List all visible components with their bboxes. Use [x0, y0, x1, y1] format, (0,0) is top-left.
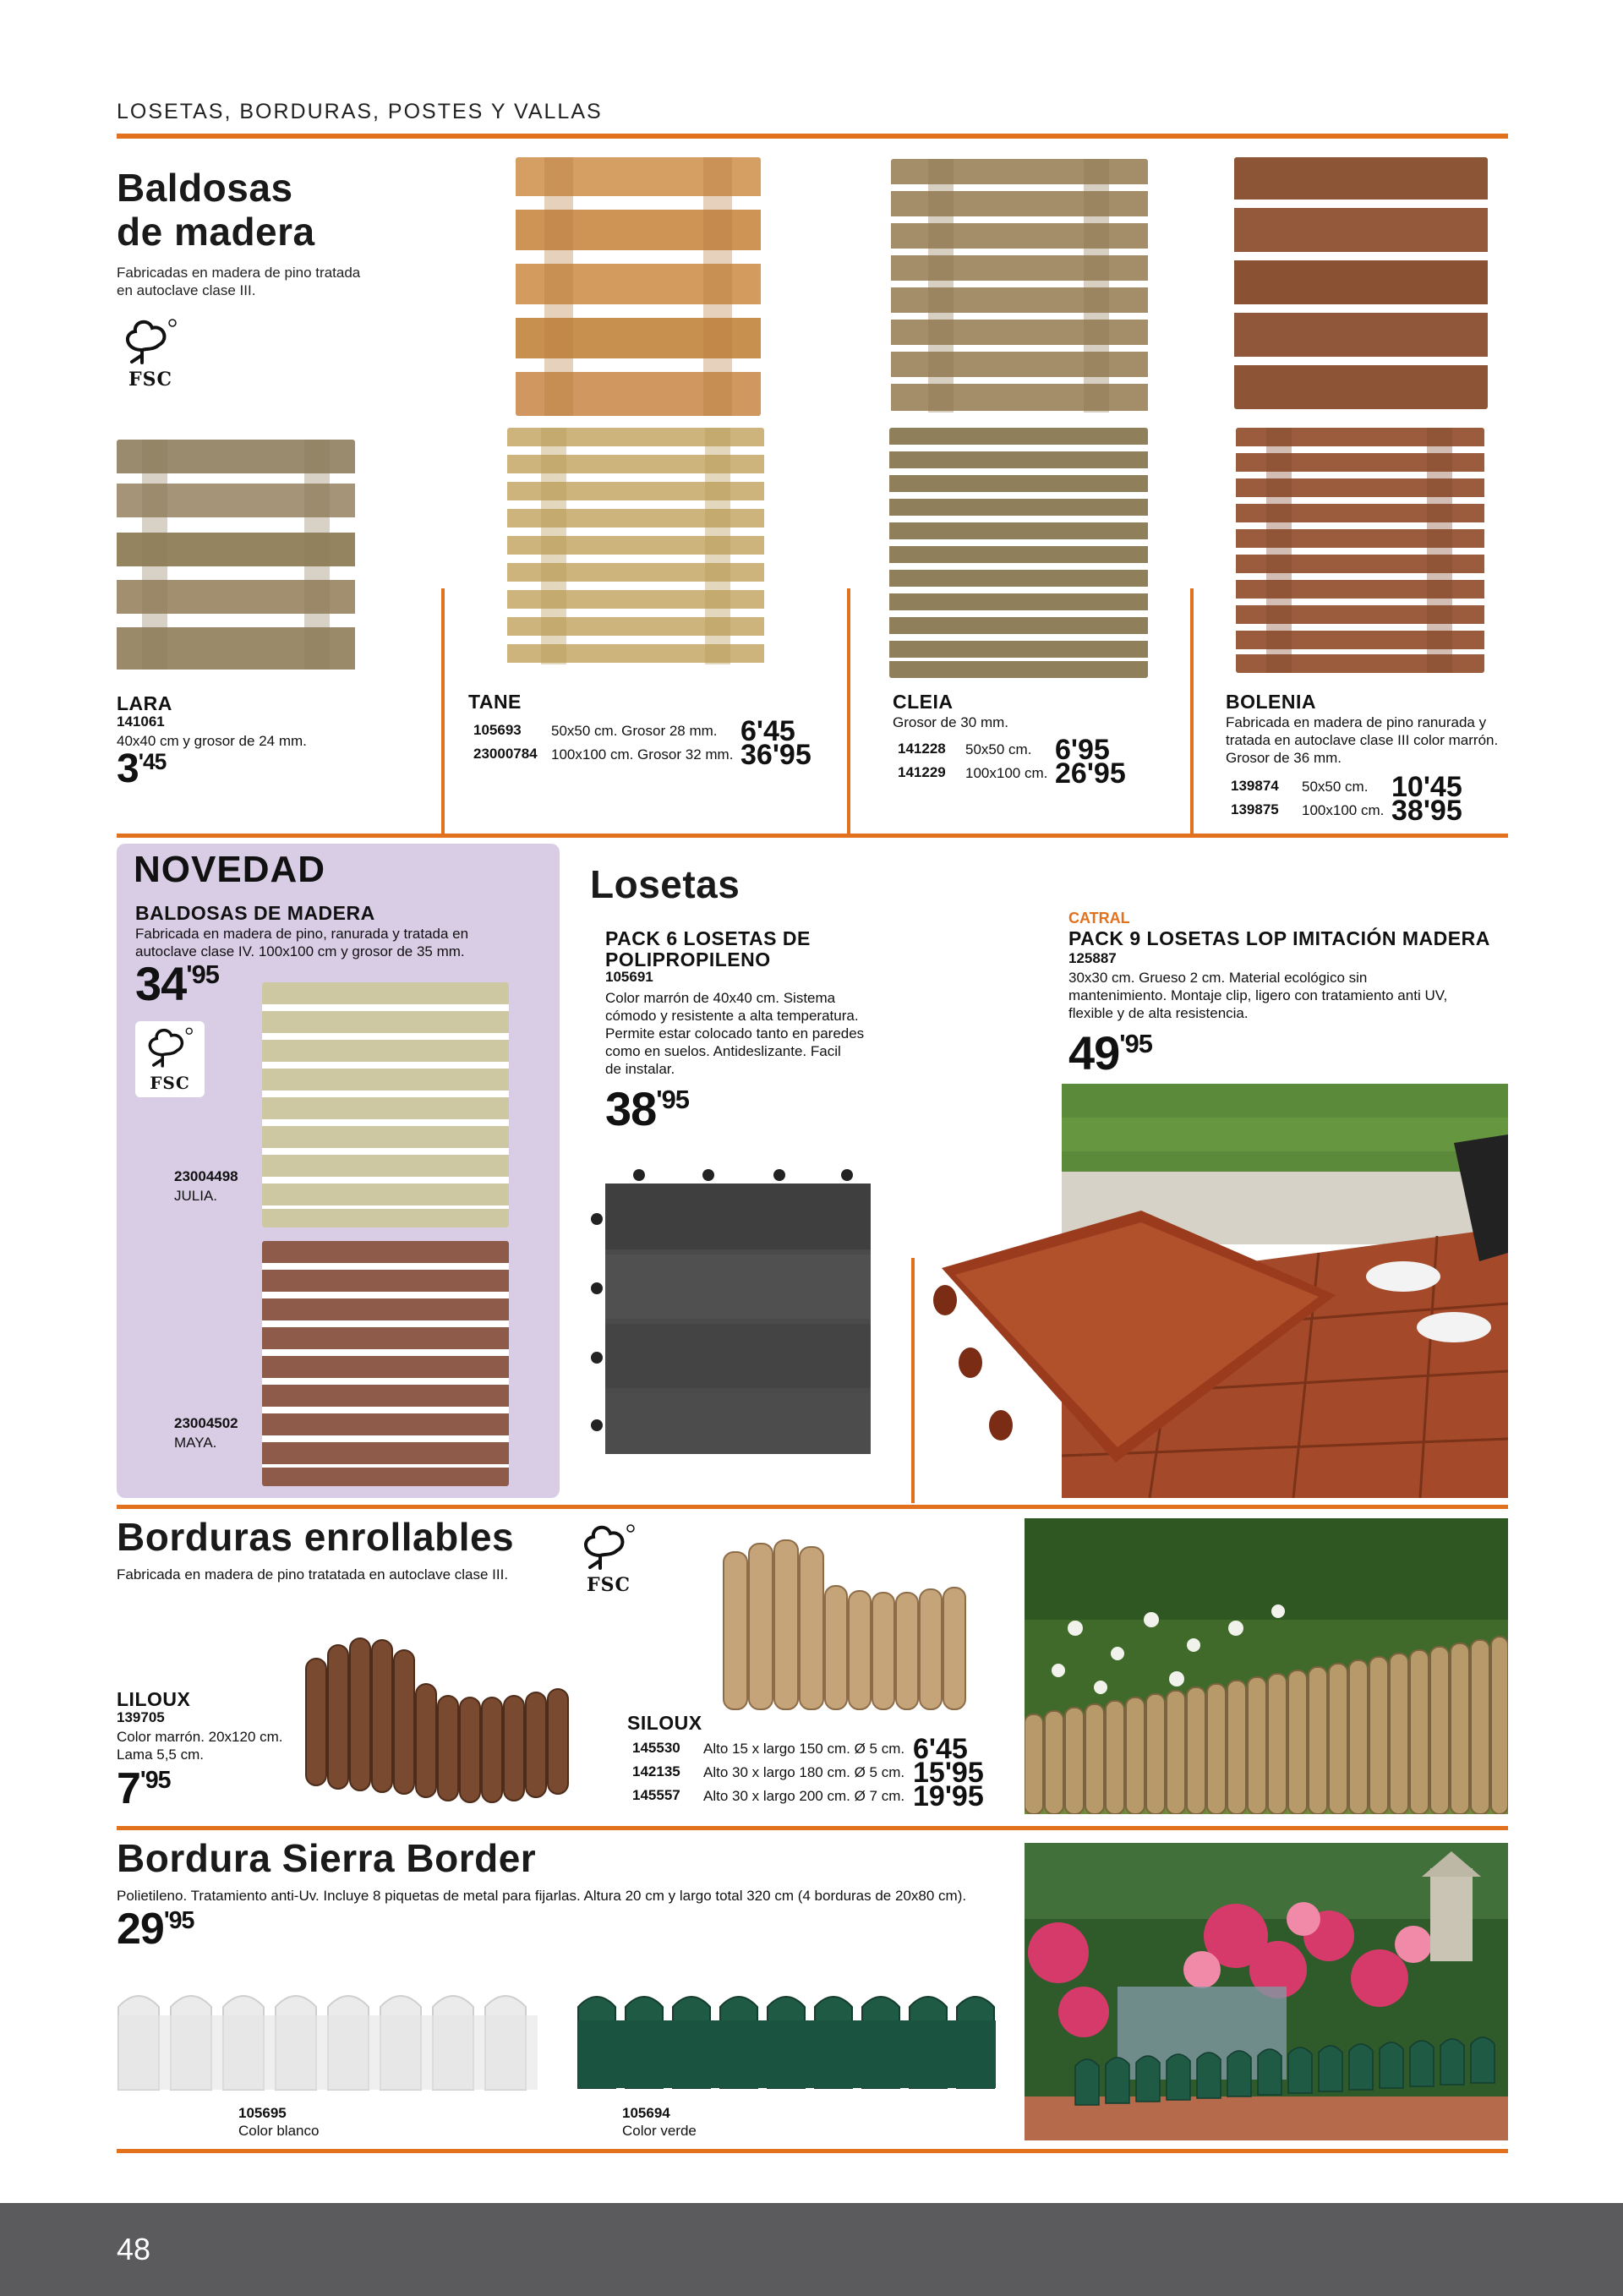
section-title: LOSETAS, BORDURAS, POSTES Y VALLAS [117, 100, 603, 123]
pack9-price [1068, 1026, 1152, 1080]
siloux-row-3 [632, 1780, 987, 1812]
sierra-green-image [577, 1983, 999, 2090]
liloux-price [117, 1764, 171, 1813]
cleia-row-2-price: 26'95 [1055, 757, 1126, 790]
sierra-garden-photo [1025, 1843, 1508, 2140]
lara-name: LARA [117, 692, 172, 714]
baldosas-title-line2: de madera [117, 210, 315, 254]
pack6-desc-line2: cómodo y resistente a alta temperatura. [605, 1008, 859, 1024]
cleia-row-1-price: 6'95 [1055, 734, 1110, 766]
siloux-row-1-code: 145530 [632, 1740, 680, 1756]
novedad-desc-line1: Fabricada en madera de pino, ranurada y tratada en [135, 926, 469, 942]
pack6-desc-line5: de instalar. [605, 1061, 675, 1077]
pack6-desc-line3: Permite estar colocado tanto en paredes [605, 1025, 865, 1041]
liloux-price-int: 7 [117, 1764, 140, 1813]
novedad-price [135, 957, 219, 1010]
lara-price-int: 3 [117, 746, 139, 791]
cleia-row-2-desc: 100x100 cm. [965, 765, 1048, 781]
baldosas-desc-line1: Fabricadas en madera de pino tratada [117, 265, 361, 281]
liloux-code: 139705 [117, 1709, 165, 1725]
siloux-row-1-price: 6'45 [913, 1733, 968, 1765]
sierra-price-cents: '95 [163, 1907, 194, 1934]
pack9-desc-line3: flexible y de alta resistencia. [1068, 1005, 1249, 1021]
page-footer [0, 2203, 1623, 2296]
divider-losetas [911, 1258, 915, 1503]
bolenia-row-1-desc: 50x50 cm. [1302, 779, 1369, 795]
maya-name: MAYA. [174, 1435, 217, 1451]
bolenia-row-2-desc: 100x100 cm. [1302, 802, 1385, 818]
lara-code: 141061 [117, 713, 165, 730]
julia-tile-image [262, 982, 509, 1227]
borduras-fsc-logo [571, 1522, 646, 1594]
novedad-price-cents: '95 [186, 959, 219, 989]
cleia-row-2-code: 141229 [898, 764, 946, 780]
siloux-row-3-code: 145557 [632, 1787, 680, 1803]
pack6-desc-line4: como en suelos. Antideslizante. Facil [605, 1043, 841, 1059]
pack9-description [1068, 969, 1447, 1022]
sierra-white-name: Color blanco [238, 2123, 320, 2139]
pack9-photo [930, 1084, 1508, 1498]
liloux-desc-line1: Color marrón. 20x120 cm. [117, 1729, 283, 1745]
tane-row-2 [473, 741, 812, 769]
sierra-title: Bordura Sierra Border [117, 1836, 537, 1880]
sierra-green-code: 105694 [622, 2105, 670, 2121]
lara-price [117, 746, 167, 791]
section-divider-1 [117, 834, 1508, 838]
maya-code: 23004502 [174, 1415, 238, 1431]
siloux-row-2-price: 15'95 [913, 1757, 984, 1789]
bolenia-desc-line2: tratada en autoclave clase III color marrón. [1226, 732, 1499, 748]
borduras-fsc-label: FSC [586, 1574, 631, 1596]
lara-description: 40x40 cm y grosor de 24 mm. [117, 733, 307, 749]
bolenia-row-2-code: 139875 [1231, 801, 1279, 817]
fsc-tree-icon [140, 1025, 199, 1070]
bolenia-tile-large-image [1234, 157, 1488, 409]
page-number: 48 [117, 2232, 151, 2266]
liloux-name: LILOUX [117, 1688, 191, 1710]
sierra-white-image [117, 1982, 539, 2091]
divider-tane-cleia [847, 588, 850, 834]
pack6-desc-line1: Color marrón de 40x40 cm. Sistema [605, 990, 836, 1006]
novedad-fsc-label: FSC [150, 1073, 190, 1093]
borduras-description: Fabricada en madera de pino tratatada en autoclave clase III. [117, 1566, 509, 1583]
novedad-price-int: 34 [135, 957, 187, 1010]
liloux-price-cents: '95 [139, 1767, 171, 1794]
pack6-price-cents: '95 [656, 1085, 689, 1114]
fsc-tree-icon [117, 316, 184, 367]
tane-row-2-desc: 100x100 cm. Grosor 32 mm. [551, 746, 734, 763]
pack6-price-int: 38 [605, 1082, 657, 1135]
siloux-row-1-desc: Alto 15 x largo 150 cm. Ø 5 cm. [703, 1741, 905, 1757]
liloux-description [117, 1728, 283, 1763]
bolenia-row-1-price: 10'45 [1391, 771, 1462, 803]
bolenia-desc-line1: Fabricada en madera de pino ranurada y [1226, 714, 1487, 730]
losetas-title: Losetas [590, 862, 740, 906]
tane-row-2-code: 23000784 [473, 746, 538, 762]
julia-code: 23004498 [174, 1168, 238, 1184]
liloux-desc-line2: Lama 5,5 cm. [117, 1747, 204, 1763]
tane-row-1-code: 105693 [473, 722, 522, 738]
baldosas-desc-line2: en autoclave clase III. [117, 282, 256, 298]
section-divider-4 [117, 2149, 1508, 2153]
tane-row-1-price: 6'45 [740, 715, 795, 747]
siloux-row-3-price: 19'95 [913, 1780, 984, 1812]
pack9-price-cents: '95 [1119, 1029, 1152, 1058]
novedad-desc-line2: autoclave clase IV. 100x100 cm y grosor de 35 mm. [135, 943, 465, 959]
cleia-tile-small-image [889, 428, 1148, 678]
sierra-price [117, 1905, 194, 1954]
cleia-row-1-code: 141228 [898, 741, 946, 757]
cleia-row-1-desc: 50x50 cm. [965, 741, 1032, 757]
baldosas-title [117, 166, 315, 254]
section-divider-2 [117, 1505, 1508, 1509]
tane-row-2-price: 36'95 [740, 739, 812, 771]
pack9-brand: CATRAL [1068, 910, 1130, 927]
divider-cleia-bolenia [1190, 588, 1194, 834]
julia-name: JULIA. [174, 1188, 218, 1204]
novedad-name: BALDOSAS DE MADERA [135, 902, 375, 924]
pack6-description [605, 989, 864, 1078]
bolenia-name: BOLENIA [1226, 691, 1316, 713]
baldosas-description [117, 264, 360, 299]
pack9-price-int: 49 [1068, 1026, 1120, 1080]
tane-tile-large-image [516, 157, 761, 416]
cleia-name: CLEIA [893, 691, 954, 713]
cleia-description: Grosor de 30 mm. [893, 714, 1008, 730]
tane-tile-small-image [507, 428, 764, 680]
cleia-tile-large-image [891, 159, 1148, 413]
tane-name: TANE [468, 691, 522, 713]
bolenia-desc-line3: Grosor de 36 mm. [1226, 750, 1342, 766]
siloux-image [715, 1535, 969, 1716]
sierra-price-int: 29 [117, 1905, 164, 1954]
pack9-desc-line1: 30x30 cm. Grueso 2 cm. Material ecológico sin [1068, 970, 1368, 986]
pack6-name [605, 928, 811, 970]
divider-lara-tane [441, 588, 445, 834]
novedad-badge: NOVEDAD [134, 849, 326, 890]
fsc-tree-icon [575, 1522, 642, 1572]
novedad-fsc-logo [135, 1021, 205, 1097]
pack6-price [605, 1082, 689, 1135]
siloux-row-3-desc: Alto 30 x largo 200 cm. Ø 7 cm. [703, 1788, 905, 1804]
section-divider-3 [117, 1826, 1508, 1830]
siloux-name: SILOUX [627, 1712, 702, 1734]
pack6-code: 105691 [605, 969, 653, 985]
bolenia-description [1226, 713, 1498, 767]
cleia-row-2 [898, 759, 1151, 788]
bolenia-row-1-code: 139874 [1231, 778, 1279, 794]
fsc-label: FSC [128, 369, 173, 391]
sierra-green-name: Color verde [622, 2123, 697, 2139]
baldosas-title-line1: Baldosas [117, 166, 293, 210]
siloux-row-2-desc: Alto 30 x largo 180 cm. Ø 5 cm. [703, 1764, 905, 1780]
novedad-description [135, 925, 468, 960]
borduras-title: Borduras enrollables [117, 1515, 515, 1559]
header-divider [117, 134, 1508, 139]
bolenia-row-2 [1231, 796, 1484, 825]
bolenia-row-2-price: 38'95 [1391, 795, 1462, 827]
sierra-white-code: 105695 [238, 2105, 287, 2121]
siloux-row-2-code: 142135 [632, 1763, 680, 1779]
pack9-desc-line2: mantenimiento. Montaje clip, ligero con tratamiento anti UV, [1068, 987, 1448, 1003]
tane-row-1-desc: 50x50 cm. Grosor 28 mm. [551, 723, 718, 739]
sierra-description: Polietileno. Tratamiento anti-Uv. Incluye 8 piquetas de metal para fijarlas. Altura 20 cm y largo total 320 cm (4 borduras de 20x80 cm). [117, 1888, 967, 1904]
fsc-logo [113, 316, 188, 389]
liloux-image [301, 1625, 571, 1807]
lara-tile-image [117, 440, 355, 678]
pack9-code: 125887 [1068, 950, 1117, 966]
borduras-garden-photo [1025, 1518, 1508, 1814]
pack6-name-line2: POLIPROPILENO [605, 948, 771, 970]
pack6-tile-image [588, 1163, 888, 1468]
pack6-name-line1: PACK 6 LOSETAS DE [605, 927, 811, 949]
bolenia-tile-small-image [1236, 428, 1484, 673]
maya-tile-image [262, 1241, 509, 1486]
pack9-name: PACK 9 LOSETAS LOP IMITACIÓN MADERA [1068, 927, 1490, 949]
lara-price-cents: '45 [138, 749, 167, 774]
